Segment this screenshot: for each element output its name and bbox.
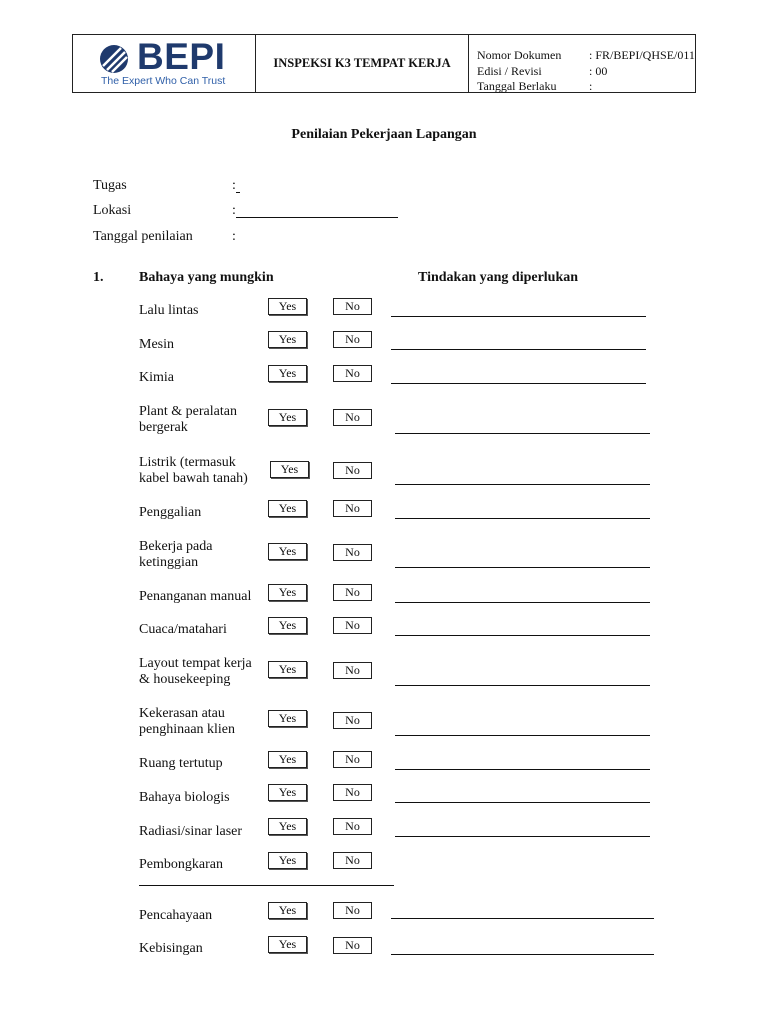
hazard-label: Pencahayaan — [139, 908, 213, 923]
no-checkbox[interactable]: No — [333, 298, 372, 315]
hazard-label: Listrik (termasuk kabel bawah tanah) — [139, 455, 248, 486]
hazard-label: Pembongkaran — [139, 857, 223, 872]
yes-checkbox[interactable]: Yes — [270, 461, 309, 478]
yes-checkbox[interactable]: Yes — [268, 751, 307, 768]
action-field[interactable] — [391, 918, 654, 919]
hazard-label: Ruang tertutup — [139, 756, 223, 771]
no-checkbox[interactable]: No — [333, 818, 372, 835]
meta-value: : — [589, 79, 593, 93]
yes-checkbox[interactable]: Yes — [268, 661, 307, 678]
meta-row-tanggal-berlaku — [477, 79, 695, 95]
yes-checkbox[interactable]: Yes — [268, 617, 307, 634]
no-checkbox[interactable]: No — [333, 462, 372, 479]
yes-checkbox[interactable]: Yes — [268, 543, 307, 560]
no-checkbox[interactable]: No — [333, 751, 372, 768]
logo-tagline: The Expert Who Can Trust — [101, 75, 226, 87]
action-field[interactable] — [395, 567, 650, 568]
meta-label: Edisi / Revisi — [477, 63, 542, 78]
yes-checkbox[interactable]: Yes — [268, 365, 307, 382]
no-checkbox[interactable]: No — [333, 544, 372, 561]
meta-row-nomor — [477, 48, 695, 64]
meta-label: Tanggal Berlaku — [477, 79, 557, 93]
tugas-field[interactable] — [236, 192, 240, 193]
yes-checkbox[interactable]: Yes — [268, 818, 307, 835]
no-checkbox[interactable]: No — [333, 662, 372, 679]
no-checkbox[interactable]: No — [333, 937, 372, 954]
action-field[interactable] — [139, 885, 394, 886]
hazard-label: Layout tempat kerja & housekeeping — [139, 656, 252, 687]
yes-checkbox[interactable]: Yes — [268, 710, 307, 727]
hazard-label: Bekerja pada ketinggian — [139, 539, 213, 570]
hazard-label: Radiasi/sinar laser — [139, 824, 243, 839]
action-field[interactable] — [395, 635, 650, 636]
hazard-label: Lalu lintas — [139, 303, 199, 318]
yes-checkbox[interactable]: Yes — [268, 936, 307, 953]
yes-checkbox[interactable]: Yes — [268, 902, 307, 919]
hazard-label: Penanganan manual — [139, 589, 252, 604]
bepi-logo-mark-icon — [99, 44, 133, 74]
meta-row-edisi — [477, 64, 695, 80]
action-field[interactable] — [391, 954, 654, 955]
yes-checkbox[interactable]: Yes — [268, 331, 307, 348]
document-title: Penilaian Pekerjaan Lapangan — [291, 127, 477, 142]
yes-checkbox[interactable]: Yes — [268, 409, 307, 426]
yes-checkbox[interactable]: Yes — [268, 584, 307, 601]
action-field[interactable] — [395, 433, 650, 434]
meta-label: Nomor Dokumen — [477, 48, 562, 62]
hazard-label: Kebisingan — [139, 941, 203, 956]
action-header: Tindakan yang diperlukan — [418, 270, 579, 285]
hazard-label: Cuaca/matahari — [139, 622, 227, 637]
hazard-label: Mesin — [139, 337, 174, 352]
tugas-label: Tugas — [93, 178, 127, 193]
hazard-label: Kimia — [139, 370, 174, 385]
no-checkbox[interactable]: No — [333, 784, 372, 801]
action-field[interactable] — [395, 484, 650, 485]
no-checkbox[interactable]: No — [333, 331, 372, 348]
no-checkbox[interactable]: No — [333, 409, 372, 426]
logo-text: BEPI — [137, 36, 226, 77]
yes-checkbox[interactable]: Yes — [268, 298, 307, 315]
no-checkbox[interactable]: No — [333, 617, 372, 634]
action-field[interactable] — [395, 802, 650, 803]
yes-checkbox[interactable]: Yes — [268, 852, 307, 869]
action-field[interactable] — [391, 383, 646, 384]
no-checkbox[interactable]: No — [333, 902, 372, 919]
tugas-colon: : — [232, 178, 236, 193]
hazard-label: Kekerasan atau penghinaan klien — [139, 706, 236, 737]
no-checkbox[interactable]: No — [333, 712, 372, 729]
document-header — [72, 34, 696, 93]
action-field[interactable] — [395, 769, 650, 770]
tanggal-penilaian-colon: : — [232, 229, 236, 244]
form-title: INSPEKSI K3 TEMPAT KERJA — [256, 35, 469, 92]
action-field[interactable] — [395, 735, 650, 736]
lokasi-colon: : — [232, 203, 236, 218]
action-field[interactable] — [395, 602, 650, 603]
lokasi-field[interactable] — [236, 217, 398, 218]
no-checkbox[interactable]: No — [333, 500, 372, 517]
meta-value: : FR/BEPI/QHSE/011 — [589, 48, 695, 62]
no-checkbox[interactable]: No — [333, 852, 372, 869]
hazard-label: Penggalian — [139, 505, 202, 520]
action-field[interactable] — [395, 518, 650, 519]
yes-checkbox[interactable]: Yes — [268, 500, 307, 517]
document-meta — [469, 35, 695, 92]
action-field[interactable] — [395, 685, 650, 686]
no-checkbox[interactable]: No — [333, 365, 372, 382]
section-title: Bahaya yang mungkin — [139, 270, 274, 285]
action-field[interactable] — [391, 316, 646, 317]
logo-cell — [73, 35, 256, 92]
hazard-label: Plant & peralatan bergerak — [139, 404, 237, 435]
hazard-label: Bahaya biologis — [139, 790, 230, 805]
action-field[interactable] — [395, 836, 650, 837]
yes-checkbox[interactable]: Yes — [268, 784, 307, 801]
action-field[interactable] — [391, 349, 646, 350]
tanggal-penilaian-label: Tanggal penilaian — [93, 229, 193, 244]
no-checkbox[interactable]: No — [333, 584, 372, 601]
lokasi-label: Lokasi — [93, 203, 132, 218]
section-number: 1. — [93, 270, 104, 285]
meta-value: : 00 — [589, 63, 608, 78]
